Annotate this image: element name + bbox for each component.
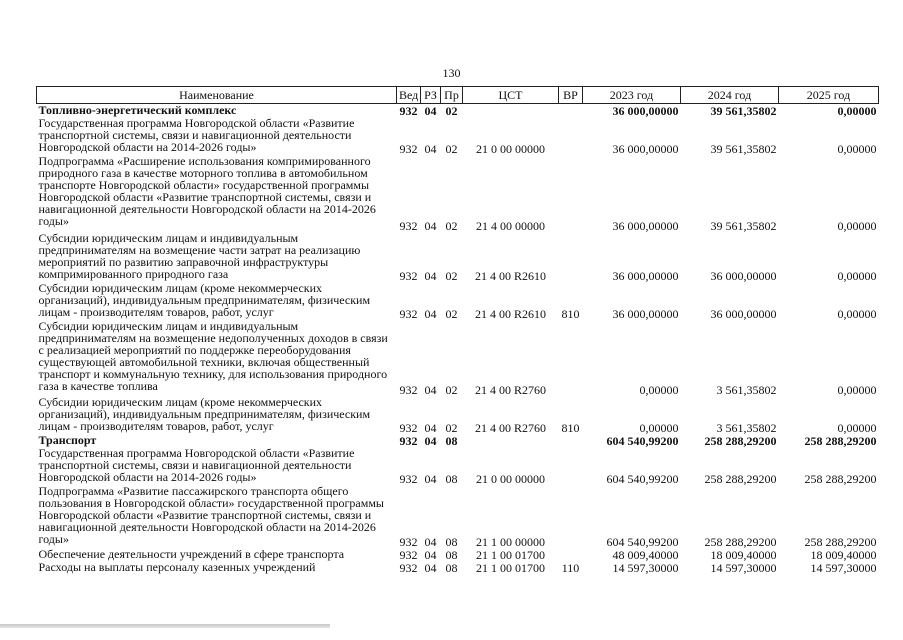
row-name: Обеспечение деятельности учреждений в сфере транспорта [38, 546, 345, 561]
row-2025: 0,00000 [837, 103, 877, 118]
row-pr: 08 [445, 547, 458, 562]
table-row [37, 396, 879, 434]
row-ved: 932 [399, 218, 418, 233]
row-name: Топливно-энергетический комплекс [38, 103, 237, 117]
row-pr: 02 [445, 420, 458, 435]
row-vr [559, 447, 583, 485]
row-ved: 932 [399, 382, 418, 397]
table-row [37, 232, 879, 282]
row-name: Субсидии юридическим лицам и индивидуальным предпринимателям на возмещение недополученных доходов в связи с реализацией мероприятий по поддержке переоборудования существующей автомобильной техники, включая общественный транспорт и коммунальную технику, для использования природного газа в качестве топлива [38, 318, 388, 393]
row-2023: 36 000,00000 [612, 103, 679, 118]
row-vr [559, 485, 583, 548]
row-2024: 258 288,29200 [704, 433, 777, 448]
row-2024: 36 000,00000 [710, 268, 777, 283]
header-cst: ЦСТ [463, 87, 559, 104]
row-cst: 21 4 00 R2760 [474, 420, 546, 435]
row-name: Государственная программа Новгородской области «Развитие транспортной системы, связи и навигационной деятельности Новгородской области на 2014-2026 годы» [38, 445, 355, 484]
row-rz: 04 [424, 382, 437, 397]
row-cst: 21 4 00 00000 [476, 218, 545, 233]
row-pr: 02 [445, 218, 458, 233]
row-name: Расходы на выплаты персоналу казенных учреждений [38, 559, 316, 574]
row-2025: 18 009,40000 [810, 547, 877, 562]
row-2025: 0,00000 [837, 268, 877, 283]
row-2024: 3 561,35802 [716, 420, 777, 435]
row-2023: 14 597,30000 [612, 560, 679, 575]
header-ved: Вед [397, 87, 421, 104]
row-pr: 08 [445, 560, 458, 575]
row-vr [559, 320, 583, 396]
row-pr: 02 [445, 306, 458, 321]
row-name: Субсидии юридическим лицам и индивидуальным предпринимателям на возмещение части затрат на реализацию мероприятий по развитию заправочной инфраструктуры компримированного природного газа [38, 230, 361, 281]
row-cst: 21 4 00 R2610 [474, 306, 546, 321]
row-cst: 21 4 00 R2760 [474, 382, 546, 397]
row-cst: 21 1 00 01700 [476, 547, 545, 562]
row-ved: 932 [399, 141, 418, 156]
row-rz: 04 [424, 547, 437, 562]
row-vr [559, 117, 583, 155]
row-pr: 08 [445, 534, 458, 549]
budget-table [36, 86, 879, 574]
row-rz: 04 [424, 420, 437, 435]
row-2024: 39 561,35802 [710, 218, 777, 233]
row-2023: 0,00000 [639, 382, 679, 397]
row-2023: 48 009,40000 [612, 547, 679, 562]
row-2025: 258 288,29200 [804, 534, 877, 549]
header-2025: 2025 год [779, 87, 879, 104]
row-name: Подпрограмма «Расширение использования компримированного природного газа в качестве моторного топлива в автомобильном транспорте Новгородской области» государственной программы Новгородской области «Развитие транспортной системы, связи и навигационной деятельности Новгородской области на 2014-2026 годы» [38, 153, 376, 228]
row-ved: 932 [399, 306, 418, 321]
table-row [37, 117, 879, 155]
row-2025: 0,00000 [837, 420, 877, 435]
row-rz: 04 [424, 534, 437, 549]
row-cst: 21 1 00 00000 [476, 534, 545, 549]
row-2025: 0,00000 [837, 382, 877, 397]
table-row [37, 485, 879, 548]
row-vr [559, 104, 583, 117]
row-name: Субсидии юридическим лицам (кроме некоммерческих организаций), индивидуальным предпринимателям, физическим лицам - производителям товаров, работ, услуг [38, 394, 371, 433]
row-name: Государственная программа Новгородской области «Развитие транспортной системы, связи и навигационной деятельности Новгородской области на 2014-2026 годы» [38, 115, 355, 154]
row-2024: 36 000,00000 [710, 306, 777, 321]
row-pr: 02 [445, 268, 458, 283]
page-number: 130 [442, 66, 461, 80]
table-row [37, 104, 879, 117]
row-2025: 0,00000 [837, 141, 877, 156]
header-pr: Пр [441, 87, 463, 104]
row-name: Подпрограмма «Развитие пассажирского транспорта общего пользования в Новгородской области» государственной программы Новгородской области «Развитие транспортной системы, связи и навигационной деятельности Новгородской области на 2014-2026 годы» [38, 483, 384, 546]
row-2025: 0,00000 [837, 218, 877, 233]
row-2023: 604 540,99200 [606, 433, 679, 448]
header-2023: 2023 год [583, 87, 681, 104]
row-2025: 0,00000 [837, 306, 877, 321]
table-row [37, 282, 879, 320]
row-rz: 04 [424, 471, 437, 486]
table-row [37, 434, 879, 447]
table-header-row [37, 87, 879, 104]
row-vr: 810 [561, 420, 580, 435]
row-2024: 14 597,30000 [710, 560, 777, 575]
row-2023: 36 000,00000 [612, 141, 679, 156]
row-2025: 14 597,30000 [810, 560, 877, 575]
row-vr [559, 548, 583, 561]
row-2023: 604 540,99200 [606, 534, 679, 549]
row-rz: 04 [424, 268, 437, 283]
row-ved: 932 [399, 471, 418, 486]
row-vr: 810 [561, 306, 580, 321]
row-vr: 110 [561, 560, 580, 575]
row-2023: 604 540,99200 [606, 471, 679, 486]
row-ved: 932 [399, 433, 418, 448]
row-vr [559, 232, 583, 282]
table-row [37, 155, 879, 232]
row-cst: 21 1 00 01700 [476, 560, 545, 575]
table-row [37, 320, 879, 396]
row-2024: 39 561,35802 [710, 103, 777, 118]
row-rz: 04 [424, 103, 437, 118]
row-cst [463, 104, 559, 117]
row-pr: 02 [445, 382, 458, 397]
row-pr: 02 [445, 103, 458, 118]
row-2023: 0,00000 [639, 420, 679, 435]
header-2024: 2024 год [681, 87, 779, 104]
header-name: Наименование [37, 87, 397, 104]
row-vr [559, 434, 583, 447]
row-ved: 932 [399, 560, 418, 575]
row-2023: 36 000,00000 [612, 306, 679, 321]
row-rz: 04 [424, 433, 437, 448]
row-rz: 04 [424, 306, 437, 321]
row-cst [463, 434, 559, 447]
row-cst: 21 4 00 R2610 [474, 268, 546, 283]
row-2024: 258 288,29200 [704, 471, 777, 486]
row-2025: 258 288,29200 [804, 471, 877, 486]
row-ved: 932 [399, 268, 418, 283]
row-ved: 932 [399, 534, 418, 549]
row-2024: 3 561,35802 [716, 382, 777, 397]
row-pr: 08 [445, 471, 458, 486]
row-rz: 04 [424, 141, 437, 156]
table-row [37, 561, 879, 574]
row-pr: 02 [445, 141, 458, 156]
row-2023: 36 000,00000 [612, 218, 679, 233]
row-rz: 04 [424, 560, 437, 575]
table-row [37, 548, 879, 561]
row-name: Субсидии юридическим лицам (кроме некоммерческих организаций), индивидуальным предпринимателям, физическим лицам - производителям товаров, работ, услуг [38, 280, 371, 319]
row-2023: 36 000,00000 [612, 268, 679, 283]
row-pr: 08 [445, 433, 458, 448]
row-cst: 21 0 00 00000 [476, 141, 545, 156]
row-2025: 258 288,29200 [804, 433, 877, 448]
row-ved: 932 [399, 547, 418, 562]
row-2024: 39 561,35802 [710, 141, 777, 156]
header-vr: ВР [559, 87, 583, 104]
row-cst: 21 0 00 00000 [476, 471, 545, 486]
row-name: Транспорт [38, 432, 97, 447]
row-2024: 18 009,40000 [710, 547, 777, 562]
row-rz: 04 [424, 218, 437, 233]
row-2024: 258 288,29200 [704, 534, 777, 549]
row-vr [559, 155, 583, 232]
scan-edge [0, 624, 330, 628]
row-ved: 932 [399, 420, 418, 435]
row-ved: 932 [399, 103, 418, 118]
table-row [37, 447, 879, 485]
header-rz: РЗ [421, 87, 441, 104]
